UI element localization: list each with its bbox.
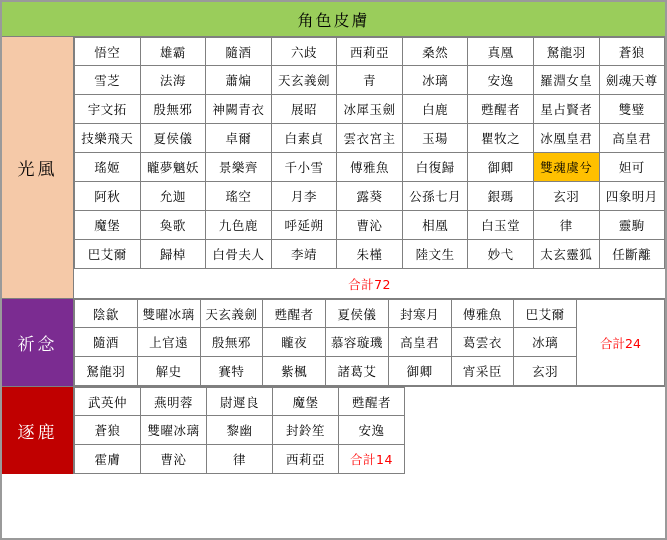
skin-cell[interactable]: 卓爾	[206, 124, 272, 153]
table-row	[74, 357, 577, 386]
section-label-text: 逐鹿	[17, 423, 58, 443]
table-row	[74, 153, 665, 182]
skin-cell[interactable]: 魔堡	[273, 387, 339, 416]
skin-cell[interactable]: 技樂飛天	[74, 124, 141, 153]
empty-cell	[535, 416, 600, 445]
skin-cell[interactable]: 武英仲	[74, 387, 141, 416]
grid-qinian	[74, 299, 577, 386]
skin-cell[interactable]: 傅雅魚	[452, 299, 515, 328]
skin-cell[interactable]: 西莉亞	[337, 37, 403, 66]
grid-guangfeng	[74, 37, 665, 298]
skin-cell[interactable]: 夏侯儀	[141, 124, 207, 153]
skin-cell[interactable]: 巴艾爾	[514, 299, 577, 328]
sheet-body	[2, 37, 665, 538]
skin-cell[interactable]: 冰犀玉劍	[337, 95, 403, 124]
skin-cell[interactable]: 律	[207, 445, 273, 474]
skin-cell[interactable]: 諸葛艾	[326, 357, 389, 386]
skin-cell[interactable]: 相凰	[403, 211, 469, 240]
skin-cell[interactable]: 矓夢魑妖	[141, 153, 207, 182]
skin-cell[interactable]: 玄羽	[534, 182, 600, 211]
page-title	[2, 2, 665, 37]
empty-cell	[535, 445, 600, 474]
section-label-qinian	[2, 299, 74, 386]
skin-cell[interactable]: 允迦	[141, 182, 207, 211]
skin-cell[interactable]: 葛雲衣	[452, 328, 515, 357]
skin-cell[interactable]: 蕭煸	[206, 66, 272, 95]
skin-cell[interactable]: 天玄義劍	[272, 66, 338, 95]
skin-cell[interactable]: 隨酒	[206, 37, 272, 66]
skin-cell[interactable]: 妙弋	[468, 240, 534, 269]
skin-cell[interactable]: 駑龍羽	[534, 37, 600, 66]
section-label-guangfeng	[2, 37, 74, 298]
empty-cell	[468, 269, 534, 298]
skin-cell[interactable]: 玉瑒	[403, 124, 469, 153]
skin-cell[interactable]: 夏侯儀	[326, 299, 389, 328]
empty-cell	[470, 387, 535, 416]
table-row	[74, 182, 665, 211]
skin-cell[interactable]: 神闕青衣	[206, 95, 272, 124]
skin-cell[interactable]: 四象明月	[600, 182, 666, 211]
skin-cell[interactable]: 賽特	[201, 357, 264, 386]
section-zhulu	[2, 387, 665, 474]
skin-cell[interactable]: 六歧	[272, 37, 338, 66]
total-zhulu: 合計14	[339, 445, 405, 474]
table-row	[74, 416, 665, 445]
table-row	[74, 124, 665, 153]
table-row	[74, 328, 577, 357]
skin-cell[interactable]: 尉遲良	[207, 387, 273, 416]
skin-cell[interactable]: 九色鹿	[206, 211, 272, 240]
skin-cell[interactable]: 妲可	[600, 153, 666, 182]
table-row	[74, 240, 665, 269]
skin-cell[interactable]: 李靖	[272, 240, 338, 269]
skin-cell[interactable]: 雪芝	[74, 66, 141, 95]
skin-cell[interactable]: 白復歸	[403, 153, 469, 182]
empty-cell	[470, 416, 535, 445]
skin-cell[interactable]: 封鈴笙	[273, 416, 339, 445]
section-qinian	[2, 299, 665, 387]
section-label-zhulu	[2, 387, 74, 474]
empty-cell	[535, 387, 600, 416]
skin-cell[interactable]: 殷無邪	[141, 95, 207, 124]
empty-cell	[599, 269, 665, 298]
empty-cell	[74, 269, 140, 298]
skin-cell[interactable]: 瑤空	[206, 182, 272, 211]
skin-cell[interactable]: 蒼狼	[600, 37, 666, 66]
skin-cell[interactable]: 劍魂天尊	[600, 66, 666, 95]
skin-cell[interactable]: 雙曜冰璃	[138, 299, 201, 328]
skin-cell[interactable]: 高皇君	[600, 124, 666, 153]
total-qinian: 合計24	[577, 299, 665, 386]
skin-cell[interactable]: 任斷離	[600, 240, 666, 269]
skin-cell[interactable]: 冰璃	[403, 66, 469, 95]
skin-cell[interactable]: 悟空	[74, 37, 141, 66]
section-label-text: 祈念	[17, 335, 58, 355]
section-label-text: 光風	[17, 160, 58, 180]
skin-cell[interactable]: 蒼狼	[74, 416, 141, 445]
skin-cell[interactable]: 真凰	[468, 37, 534, 66]
table-row	[74, 387, 665, 416]
skin-cell[interactable]: 甦醒者	[468, 95, 534, 124]
skin-cell[interactable]: 公孫七月	[403, 182, 469, 211]
empty-cell	[205, 269, 271, 298]
skin-cell[interactable]: 巴艾爾	[74, 240, 141, 269]
empty-cell	[600, 416, 665, 445]
table-row	[74, 37, 665, 66]
skin-cell[interactable]: 雲衣宮主	[337, 124, 403, 153]
table-row	[74, 211, 665, 240]
skin-cell[interactable]: 燕明蓉	[141, 387, 207, 416]
skin-cell[interactable]: 雙璧	[600, 95, 666, 124]
skin-cell[interactable]: 曹沁	[141, 445, 207, 474]
empty-cell	[600, 387, 665, 416]
skin-cell[interactable]: 西莉亞	[273, 445, 339, 474]
empty-cell	[402, 269, 468, 298]
skin-cell[interactable]: 御卿	[468, 153, 534, 182]
skin-cell[interactable]: 歸棹	[141, 240, 207, 269]
skin-cell[interactable]: 雙曜冰璃	[141, 416, 207, 445]
skin-cell[interactable]: 黎幽	[207, 416, 273, 445]
skin-cell[interactable]: 星占賢者	[534, 95, 600, 124]
skin-cell[interactable]: 冰凰皇君	[534, 124, 600, 153]
skin-cell[interactable]: 魔堡	[74, 211, 141, 240]
section-guangfeng	[2, 37, 665, 299]
skin-cell[interactable]: 安逸	[339, 416, 405, 445]
skin-cell[interactable]: 朱槿	[337, 240, 403, 269]
skin-cell[interactable]: 安逸	[468, 66, 534, 95]
table-row-total	[74, 269, 665, 298]
skin-cell[interactable]: 展昭	[272, 95, 338, 124]
skin-cell[interactable]: 白鹿	[403, 95, 469, 124]
skin-cell[interactable]: 千小雪	[272, 153, 338, 182]
grid-zhulu	[74, 387, 665, 474]
grid-qinian-wrapper	[74, 299, 665, 386]
skin-cell[interactable]: 冰璃	[514, 328, 577, 357]
table-row	[74, 66, 665, 95]
skin-cell[interactable]: 白骨夫人	[206, 240, 272, 269]
skin-cell[interactable]: 殷無邪	[201, 328, 264, 357]
skin-cell[interactable]: 封寒月	[389, 299, 452, 328]
empty-cell	[405, 416, 470, 445]
skin-cell[interactable]: 銀瑪	[468, 182, 534, 211]
skin-cell[interactable]: 天玄義劍	[201, 299, 264, 328]
skin-cell[interactable]: 景樂齊	[206, 153, 272, 182]
page-title-text: 角色皮膚	[297, 10, 370, 30]
skin-cell[interactable]: 律	[534, 211, 600, 240]
skin-cell[interactable]: 白玉堂	[468, 211, 534, 240]
skin-cell[interactable]: 霍膚	[74, 445, 141, 474]
skin-cell[interactable]: 陰歙	[74, 299, 138, 328]
skin-cell[interactable]: 上官遠	[138, 328, 201, 357]
skin-cell[interactable]: 白素貞	[272, 124, 338, 153]
skin-cell[interactable]: 玄羽	[514, 357, 577, 386]
skin-cell[interactable]: 甦醒者	[263, 299, 326, 328]
empty-cell	[271, 269, 337, 298]
skin-cell[interactable]: 法海	[141, 66, 207, 95]
skin-cell[interactable]: 陸文生	[403, 240, 469, 269]
skin-cell[interactable]: 慕容璇璣	[326, 328, 389, 357]
skin-cell[interactable]: 瑤姬	[74, 153, 141, 182]
skin-cell[interactable]: 呼延朔	[272, 211, 338, 240]
empty-cell	[405, 445, 470, 474]
skin-cell[interactable]: 甦醒者	[339, 387, 405, 416]
empty-cell	[600, 445, 665, 474]
skin-cell[interactable]: 青	[337, 66, 403, 95]
skin-cell[interactable]: 隨酒	[74, 328, 138, 357]
skin-cell[interactable]: 宇文拓	[74, 95, 141, 124]
skin-cell[interactable]: 太玄靈狐	[534, 240, 600, 269]
skin-cell[interactable]: 紫楓	[263, 357, 326, 386]
skin-cell[interactable]: 解史	[138, 357, 201, 386]
skin-cell[interactable]: 奐歌	[141, 211, 207, 240]
empty-cell	[405, 387, 470, 416]
skin-cell[interactable]: 御卿	[389, 357, 452, 386]
table-row	[74, 95, 665, 124]
skin-cell[interactable]: 傅雅魚	[337, 153, 403, 182]
skin-cell[interactable]: 桑然	[403, 37, 469, 66]
skin-cell[interactable]: 宵采臣	[452, 357, 515, 386]
skin-cell[interactable]: 阿秋	[74, 182, 141, 211]
table-row	[74, 445, 665, 474]
skin-cell[interactable]: 高皇君	[389, 328, 452, 357]
table-row	[74, 299, 577, 328]
skin-cell-highlighted[interactable]: 雙魂虞兮	[534, 153, 600, 182]
empty-cell	[470, 445, 535, 474]
skin-cell[interactable]: 月李	[272, 182, 338, 211]
skin-cell[interactable]: 羅淵女皇	[534, 66, 600, 95]
skin-cell[interactable]: 露葵	[337, 182, 403, 211]
skin-cell[interactable]: 曹沁	[337, 211, 403, 240]
total-guangfeng: 合計72	[348, 276, 391, 292]
skin-cell[interactable]: 靈駒	[600, 211, 666, 240]
skin-cell[interactable]: 矓夜	[263, 328, 326, 357]
empty-cell	[534, 269, 600, 298]
empty-cell	[140, 269, 206, 298]
skin-cell[interactable]: 雄霸	[141, 37, 207, 66]
skin-cell[interactable]: 駑龍羽	[74, 357, 138, 386]
skin-cell[interactable]: 瞿牧之	[468, 124, 534, 153]
